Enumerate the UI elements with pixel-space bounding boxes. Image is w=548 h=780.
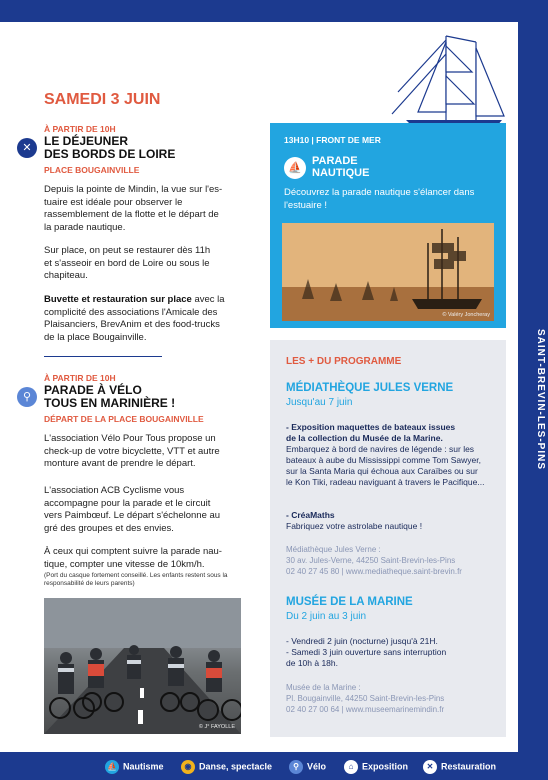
event2-note: (Port du casque fortement conseillé. Les enfants restent sous la responsabilité de leurs parents) <box>44 572 228 587</box>
venue1-dates: Jusqu'au 7 juin <box>286 397 353 408</box>
event1-title: LE DÉJEUNER DES BORDS DE LOIRE <box>44 134 176 161</box>
venue2-address: Musée de la Marine : Pl. Bougainville, 44250 Saint-Brevin-les-Pins 02 40 27 00 64 | www.museemarinemindin.fr <box>286 683 445 714</box>
bike-icon: ⚲ <box>17 387 37 407</box>
program-header: LES + DU PROGRAMME <box>286 356 402 367</box>
venue1-name: MÉDIATHÈQUE JULES VERNE <box>286 382 454 394</box>
day-title: SAMEDI 3 JUIN <box>44 91 161 108</box>
event1-kicker: À PARTIR DE 10H <box>44 124 116 134</box>
sail-icon: ⛵ <box>284 157 306 179</box>
side-band <box>518 0 548 752</box>
venue2-hours: - Vendredi 2 juin (nocturne) jusqu'à 21H. - Samedi 3 juin ouverture sans interruption de 10h à 18h. <box>286 636 447 668</box>
museum-icon: ⌂ <box>344 760 358 774</box>
cutlery-icon: ✕ <box>17 138 37 158</box>
legend-bar <box>0 752 548 780</box>
program-box <box>270 340 506 737</box>
event1-paragraph-2: Sur place, on peut se restaurer dès 11h et s'asseoir en bord de Loire ou sous le chapiteau. <box>44 245 211 281</box>
page <box>0 22 518 752</box>
legend-danse: ◉ Danse, spectacle <box>181 760 272 774</box>
venue2-name: MUSÉE DE LA MARINE <box>286 596 413 608</box>
bike-icon: ⚲ <box>289 760 303 774</box>
legend-exposition: ⌂ Exposition <box>344 760 408 774</box>
cyclists-photo-credit: © J° FAYOLLE <box>198 724 235 730</box>
event2-paragraph-2: L'association ACB Cyclisme vous accompagne pour la parade et le circuit vers Paimbœuf. Le départ s'échelonne au gré des groupes et des envies. <box>44 485 221 534</box>
parade-nautique-box <box>270 123 506 328</box>
venue1-expo: - Exposition maquettes de bateaux issues de la collection du Musée de la Marine. Embarquez à bord de navires de légende : sur les bateaux à aube du Mississippi comme Tom Sawyer, sur la Santa Maria qui échoua aux Caraïbes ou sur le Kon Tiki, radeau naviguant à travers le Pacifique... <box>286 422 485 487</box>
side-label: SAINT-BREVIN-LES-PINS <box>535 329 546 471</box>
ship-photo-credit: © Valéry Joncheray <box>442 312 490 318</box>
cutlery-icon: ✕ <box>423 760 437 774</box>
event2-kicker: À PARTIR DE 10H <box>44 373 116 383</box>
highlight-title: PARADE NAUTIQUE <box>312 155 370 179</box>
top-band <box>0 0 548 22</box>
venue1-address: Médiathèque Jules Verne : 30 av. Jules-Verne, 44250 Saint-Brevin-les-Pins 02 40 27 45 80 | www.mediatheque.saint-brevin.fr <box>286 545 462 576</box>
venue1-creamaths: - CréaMaths Fabriquez votre astrolabe nautique ! <box>286 510 423 531</box>
event1-place: PLACE BOUGAINVILLE <box>44 165 140 175</box>
event1-paragraph-3: Buvette et restauration sur place avec la complicité des associations l'Amicale des Plaisanciers, BrevAnim et des food-trucks de la place Bougainville. <box>44 294 225 343</box>
sail-icon: ⛵ <box>105 760 119 774</box>
legend-nautisme: ⛵ Nautisme <box>105 760 164 774</box>
eye-icon: ◉ <box>181 760 195 774</box>
legend-velo: ⚲ Vélo <box>289 760 326 774</box>
venue2-dates: Du 2 juin au 3 juin <box>286 611 367 622</box>
event1-paragraph-1: Depuis la pointe de Mindin, la vue sur l'es- tuaire est idéale pour observer le rassemblement de la flotte et le départ de la parade nautique. <box>44 184 223 233</box>
event2-title: PARADE À VÉLO TOUS EN MARINIÈRE ! <box>44 383 176 410</box>
event2-paragraph-3: À ceux qui comptent suivre la parade nau- tique, compter une vitesse de 10km/h. <box>44 546 222 570</box>
legend-restauration: ✕ Restauration <box>423 760 496 774</box>
cyclists-photo <box>44 598 241 734</box>
tall-ship-photo <box>282 223 494 321</box>
event2-place: DÉPART DE LA PLACE BOUGAINVILLE <box>44 414 204 424</box>
event2-paragraph-1: L'association Vélo Pour Tous propose un check-up de votre bicyclette, VTT et autre monture avant de prendre le départ. <box>44 433 220 469</box>
section-divider <box>44 356 162 357</box>
highlight-text: Découvrez la parade nautique s'élancer dans l'estuaire ! <box>284 187 475 211</box>
highlight-meta: 13H10 | FRONT DE MER <box>284 135 381 145</box>
